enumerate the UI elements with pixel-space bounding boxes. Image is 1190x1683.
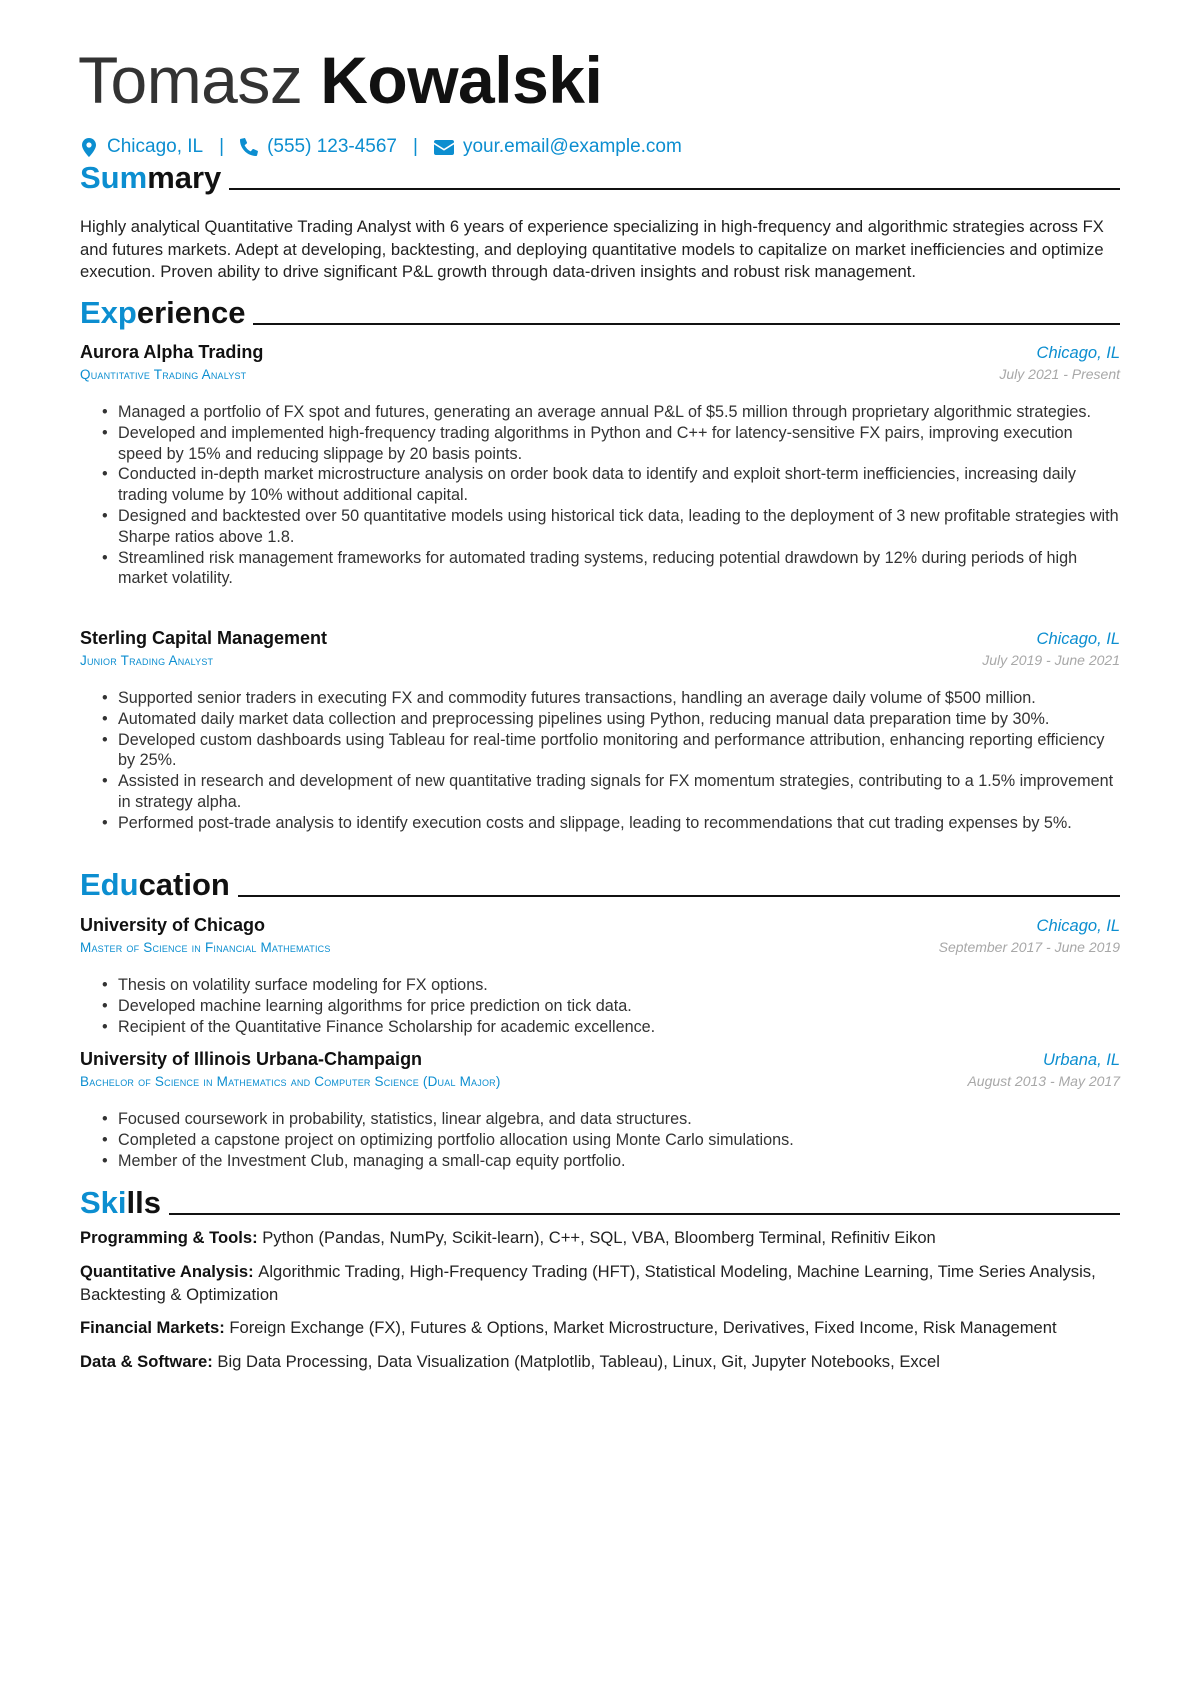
job-location: Chicago, IL [1036, 344, 1120, 362]
skill-row [80, 1227, 1120, 1250]
experience-entry-header [80, 342, 1120, 388]
map-pin-icon [80, 137, 98, 157]
last-name: Kowalski [320, 43, 603, 117]
bullet-item: • Developed custom dashboards using Tableau for real-time portfolio monitoring and performance attribution, enhancing reporting efficiency by 25%. [80, 730, 1120, 772]
bullet-item: • Member of the Investment Club, managing a small-cap equity portfolio. [80, 1151, 1120, 1172]
skill-category: Data & Software: [80, 1352, 218, 1371]
job-title: Quantitative Trading Analyst [80, 367, 247, 382]
education-bullets [80, 1109, 1120, 1171]
bullet-item: • Assisted in research and development of new quantitative trading signals for FX momentum strategies, contributing to a 1.5% improvement in strategy alpha. [80, 771, 1120, 813]
school-location: Chicago, IL [1036, 917, 1120, 935]
skill-category: Financial Markets: [80, 1318, 230, 1337]
experience-bullets [80, 688, 1120, 834]
company-name: Aurora Alpha Trading [80, 342, 264, 362]
bullet-item: • Focused coursework in probability, statistics, linear algebra, and data structures. [80, 1109, 1120, 1130]
bullet-item: • Supported senior traders in executing FX and commodity futures transactions, handling an average daily volume of $500 million. [80, 688, 1120, 709]
section-skills-header [80, 1182, 1120, 1222]
bullet-item: • Developed and implemented high-frequency trading algorithms in Python and C++ for latency-sensitive FX pairs, improving execution speed by 15% and reducing slippage by 20 basis points. [80, 423, 1120, 465]
skill-values: Foreign Exchange (FX), Futures & Options, Market Microstructure, Derivatives, Fixed Income, Risk Management [229, 1318, 1057, 1337]
section-rule [229, 188, 1120, 190]
education-entry-header [80, 1049, 1120, 1095]
school-name: University of Chicago [80, 915, 266, 935]
contact-location [80, 136, 203, 158]
section-rule [169, 1213, 1120, 1215]
contact-email[interactable] [434, 136, 682, 158]
section-education-header [80, 864, 1120, 904]
skill-row [80, 1261, 1120, 1306]
bullet-item: • Recipient of the Quantitative Finance Scholarship for academic excellence. [80, 1017, 1120, 1038]
school-dates: September 2017 - June 2019 [938, 939, 1120, 955]
skill-row [80, 1317, 1120, 1340]
contact-phone[interactable] [240, 136, 397, 158]
education-bullets [80, 975, 1120, 1037]
title-rest: lls [126, 1185, 161, 1220]
location-text: Chicago, IL [107, 136, 204, 157]
school-name: University of Illinois Urbana-Champaign [80, 1049, 423, 1069]
summary-text: Highly analytical Quantitative Trading Analyst with 6 years of experience specializing in high-frequency and algorithmic strategies across FX and futures markets. Adept at developing, backtesting, and deploying quantitative models to capitalize on market inefficiencies and optimize execution. Proven ability to drive significant P&L growth through data-driven insights and robust risk management. [80, 217, 1104, 281]
job-dates: July 2021 - Present [999, 366, 1120, 382]
title-rest: erience [136, 295, 246, 330]
candidate-name [78, 38, 602, 122]
email-text: your.email@example.com [462, 136, 682, 157]
section-experience-header [80, 292, 1120, 332]
section-title [80, 159, 221, 197]
degree: Bachelor of Science in Mathematics and Computer Science (Dual Major) [80, 1074, 501, 1089]
job-title: Junior Trading Analyst [80, 653, 214, 668]
title-accent: Edu [80, 867, 139, 902]
bullet-item: • Streamlined risk management frameworks for automated trading systems, reducing potential drawdown by 12% during periods of high market volatility. [80, 548, 1120, 590]
phone-icon [240, 137, 258, 157]
bullet-item: • Automated daily market data collection and preprocessing pipelines using Python, reducing manual data preparation time by 30%. [80, 709, 1120, 730]
skill-values: Algorithmic Trading, High-Frequency Trading (HFT), Statistical Modeling, Machine Learning, Time Series Analysis, Backtesting & Optimization [80, 1262, 1096, 1304]
first-name: Tomasz [78, 43, 303, 117]
bullet-item: • Developed machine learning algorithms for price prediction on tick data. [80, 996, 1120, 1017]
section-title [80, 294, 245, 332]
title-accent: Sum [80, 160, 148, 195]
degree: Master of Science in Financial Mathematics [80, 940, 331, 955]
envelope-icon [434, 137, 454, 157]
skill-category: Quantitative Analysis: [80, 1262, 259, 1281]
skill-values: Python (Pandas, NumPy, Scikit-learn), C++, SQL, VBA, Bloomberg Terminal, Refinitiv Eikon [262, 1228, 936, 1247]
experience-bullets [80, 402, 1120, 589]
bullet-item: • Performed post-trade analysis to identify execution costs and slippage, leading to recommendations that cut trading expenses by 5%. [80, 813, 1120, 834]
separator: | [219, 136, 225, 157]
title-accent: Exp [80, 295, 137, 330]
section-rule [238, 895, 1120, 897]
education-entry-header [80, 915, 1120, 961]
job-location: Chicago, IL [1036, 630, 1120, 648]
section-title [80, 866, 230, 904]
bullet-item: • Designed and backtested over 50 quantitative models using historical tick data, leading to the deployment of 3 new profitable strategies with Sharpe ratios above 1.8. [80, 506, 1120, 548]
experience-entry-header [80, 628, 1120, 674]
bullet-item: • Completed a capstone project on optimizing portfolio allocation using Monte Carlo simulations. [80, 1130, 1120, 1151]
separator: | [413, 136, 418, 157]
section-rule [253, 323, 1120, 325]
skill-values: Big Data Processing, Data Visualization (Matplotlib, Tableau), Linux, Git, Jupyter Notebooks, Excel [217, 1352, 940, 1371]
title-rest: cation [138, 867, 230, 902]
bullet-item: • Thesis on volatility surface modeling for FX options. [80, 975, 1120, 996]
job-dates: July 2019 - June 2021 [982, 652, 1120, 668]
school-location: Urbana, IL [1042, 1051, 1120, 1069]
skill-category: Programming & Tools: [80, 1228, 263, 1247]
title-rest: mary [147, 160, 222, 195]
skill-row [80, 1351, 1120, 1374]
company-name: Sterling Capital Management [80, 628, 328, 648]
bullet-item: • Conducted in-depth market microstructure analysis on order book data to identify and exploit short-term inefficiencies, increasing daily trading volume by 10% without additional capital. [80, 464, 1120, 506]
school-dates: August 2013 - May 2017 [967, 1073, 1120, 1089]
bullet-item: • Managed a portfolio of FX spot and futures, generating an average annual P&L of $5.5 million through proprietary algorithmic strategies. [80, 402, 1120, 423]
section-title [80, 1184, 161, 1222]
section-summary-header [80, 157, 1120, 197]
phone-text: (555) 123-4567 [267, 136, 397, 157]
title-accent: Ski [80, 1185, 127, 1220]
